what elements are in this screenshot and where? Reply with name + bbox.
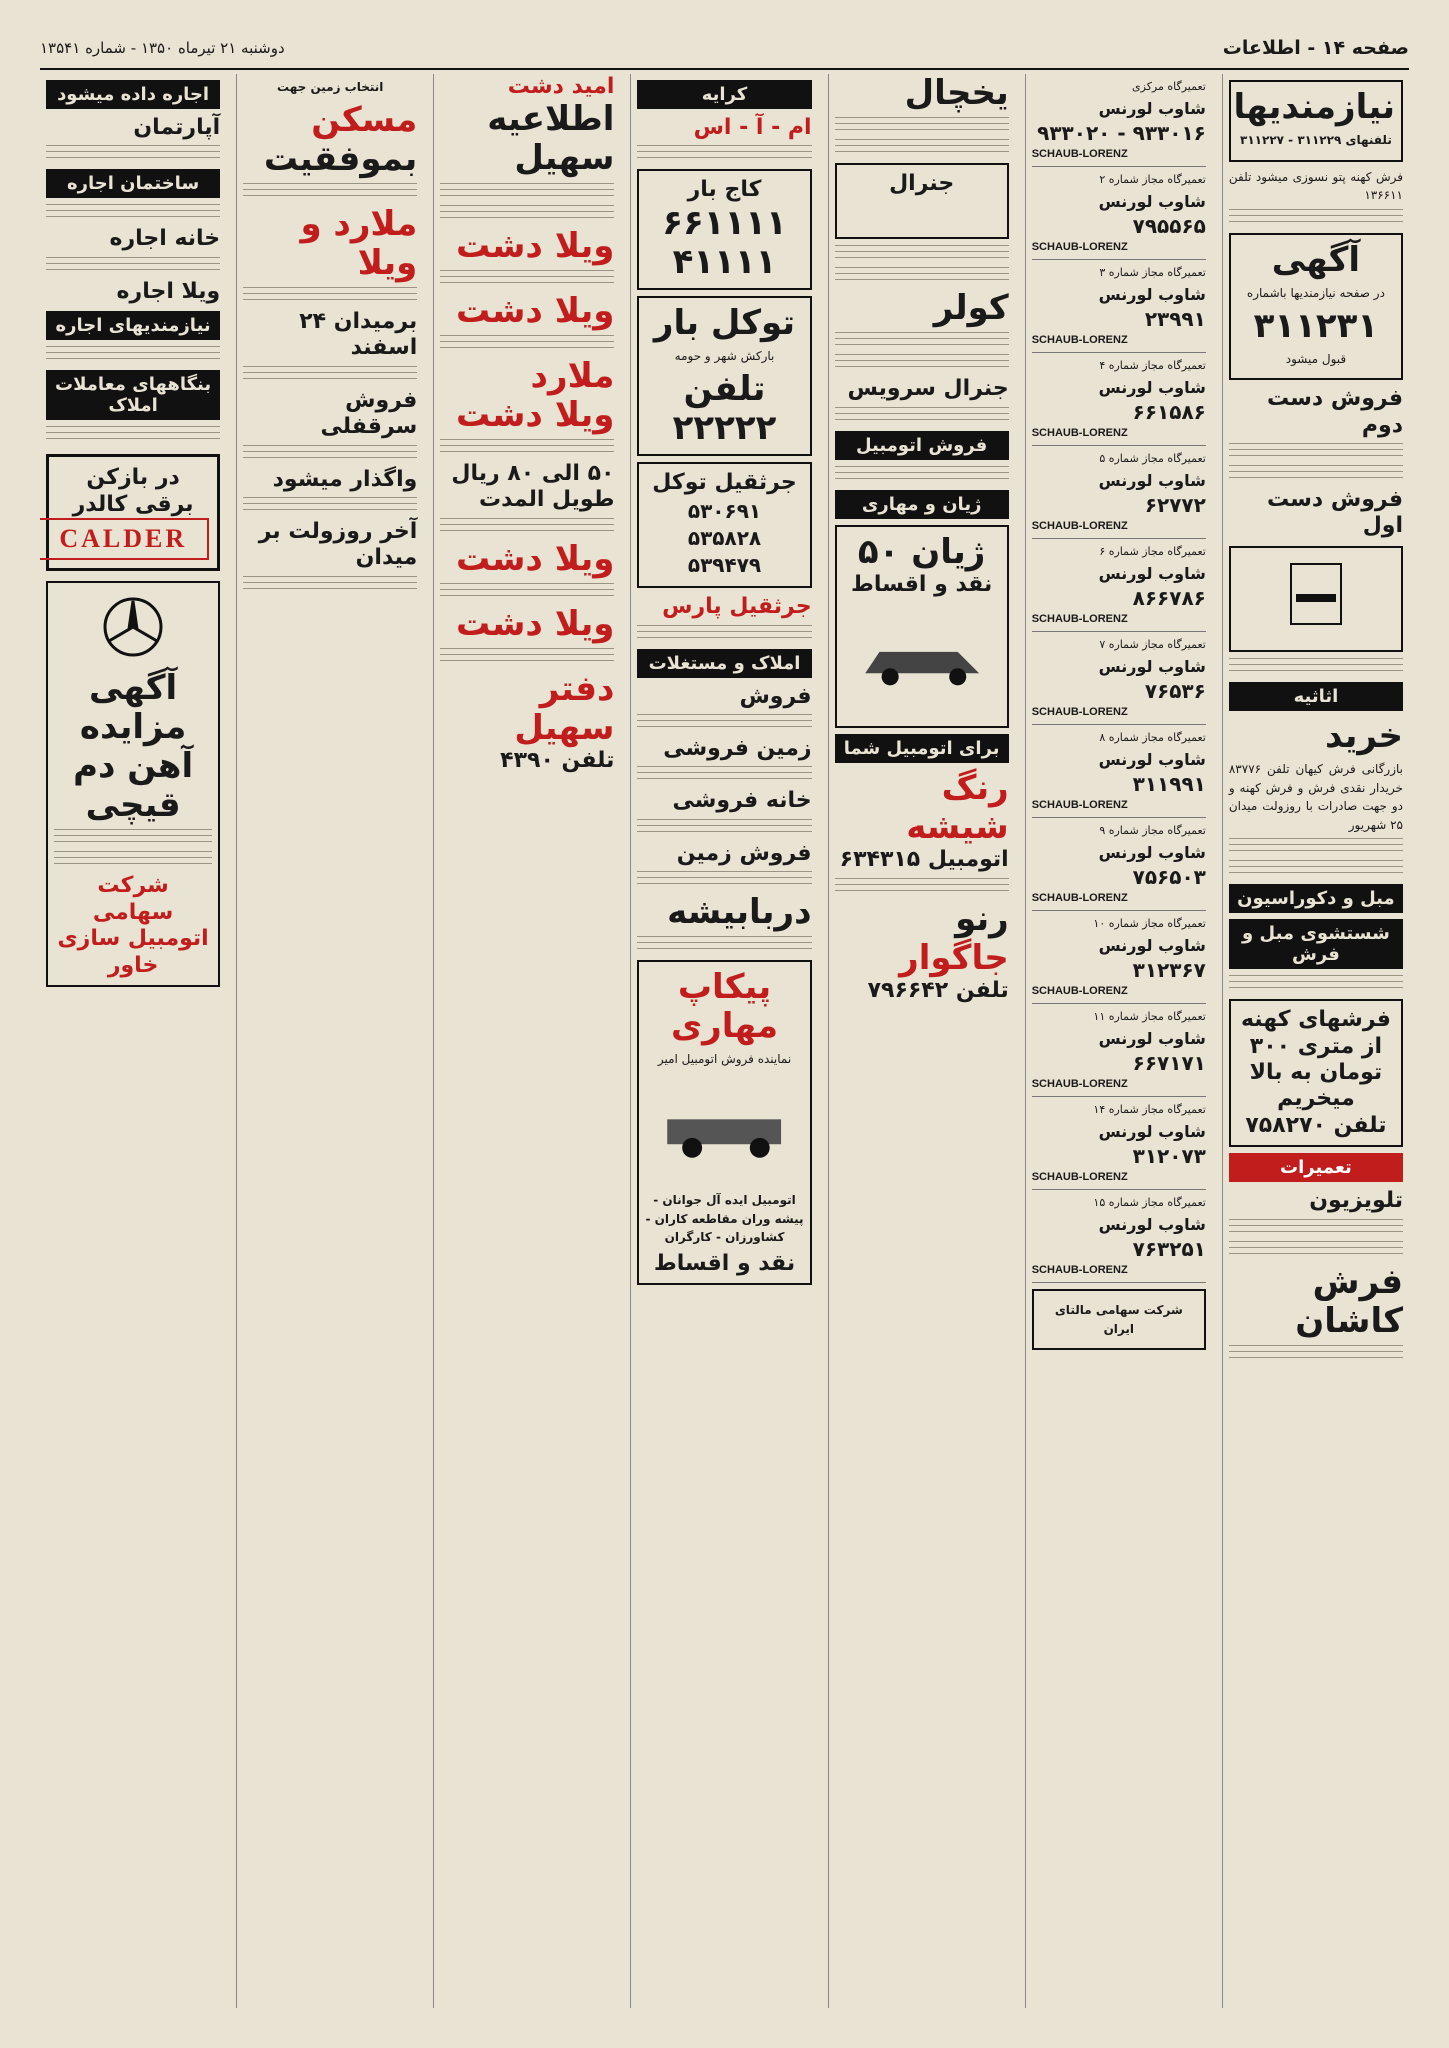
text-fill xyxy=(637,871,811,889)
repair-shop-brand-latin: SCHAUB-LORENZ xyxy=(1031,706,1128,718)
etelaie: اطلاعیه xyxy=(487,99,615,140)
repair-shop-item xyxy=(1032,725,1206,818)
yakhchal-title: یخچال xyxy=(904,74,1009,113)
repair-shop-phone: ۷۶۳۲۵۱ xyxy=(1132,1237,1206,1261)
text-fill xyxy=(835,354,1009,372)
khavar: شرکت سهامی اتومبیل سازی خاور xyxy=(57,873,209,978)
car-icon xyxy=(851,604,993,714)
text-fill xyxy=(1229,1345,1403,1363)
text-fill xyxy=(637,766,811,784)
general-logo: جنرال xyxy=(835,163,1009,239)
repair-shop-title: تعمیرگاه مجاز شماره ۷ xyxy=(1099,638,1206,651)
repair-shop-item xyxy=(1032,167,1206,260)
repair-shop-brand-latin: SCHAUB-LORENZ xyxy=(1031,985,1128,997)
foroosh-otomobil: فروش اتومبیل xyxy=(835,431,1009,460)
khane-foroosh: خانه فروشی xyxy=(672,788,812,814)
column-3 xyxy=(828,74,1015,2008)
repair-shop-title: تعمیرگاه مجاز شماره ۱۵ xyxy=(1093,1196,1206,1209)
baray-otomobil: برای اتومبیل شما xyxy=(835,734,1009,763)
tokal-bar: توکل بار xyxy=(653,302,796,343)
kharid-text: بازرگانی فرش کیهان تلفن ۸۳۷۷۶ خریدار نقدی فرش و فرش کهنه و دو جهت صادرات با روزولت میدان ۲۵ شهریور xyxy=(1228,761,1403,832)
repair-shop-item xyxy=(1032,446,1206,539)
repair-shop-item xyxy=(1032,353,1206,446)
repair-shop-phone: ۶۶۱۵۸۶ xyxy=(1132,400,1206,424)
text-fill xyxy=(835,245,1009,263)
column-7 xyxy=(40,74,226,2008)
repair-shop-title: تعمیرگاه مجاز شماره ۱۴ xyxy=(1093,1103,1206,1116)
repair-shop-phone: ۳۱۲۰۷۳ xyxy=(1132,1144,1206,1168)
text-fill xyxy=(637,819,811,837)
text-fill xyxy=(637,145,811,163)
television: تلویزیون xyxy=(1309,1188,1403,1214)
price: ۵۰ الی ۸۰ ریال xyxy=(451,460,615,486)
tamirat-banner: تعمیرات xyxy=(1229,1153,1403,1182)
classified-text: فرش کهنه پتو نسوزی میشود تلفن ۱۳۶۶۱۱ xyxy=(1228,169,1403,203)
amlak-bongah: بنگاههای معاملات املاک xyxy=(46,370,220,420)
text-fill xyxy=(243,183,417,201)
text-fill xyxy=(46,257,220,275)
repair-shop-brand: شاوب لورنس xyxy=(1098,750,1206,769)
ahan-qeychi: آهن دم قیچی xyxy=(73,746,194,826)
zian-mehari: ژیان و مهاری xyxy=(835,490,1009,519)
column-1 xyxy=(1222,74,1409,2008)
tokal-bar-sub: بارکش شهر و حومه xyxy=(674,349,775,364)
page-header xyxy=(40,28,1409,70)
text-fill xyxy=(440,335,614,353)
jarsaqil-tokal: جرثقیل توکل xyxy=(652,469,797,495)
pikap-naqd: نقد و اقساط xyxy=(653,1250,796,1276)
text-fill xyxy=(637,936,811,954)
agahi-box xyxy=(1229,233,1403,380)
repair-shop-item xyxy=(1032,260,1206,353)
pikap-mehari: پیکاپ مهاری xyxy=(671,967,778,1047)
villa-dasht: ویلا دشت xyxy=(456,603,615,644)
pikap-footer: اتومبیل ایده آل جوانان - پیشه وران مقاطعه کاران - کشاورزان - کارگران xyxy=(645,1193,804,1245)
repair-shop-title: تعمیرگاه مجاز شماره ۴ xyxy=(1099,359,1206,372)
text-fill xyxy=(637,714,811,732)
tulmodat: طویل المدت xyxy=(479,487,615,513)
text-fill xyxy=(637,625,811,643)
daftar-soheil: دفتر سهیل xyxy=(514,668,615,749)
foroosh-sarqofli: فروش سرقفلی xyxy=(320,387,418,440)
text-fill xyxy=(1229,860,1403,878)
repair-shop-item xyxy=(1032,911,1206,1004)
text-fill xyxy=(46,204,220,222)
movafaqiat: بموفقیت xyxy=(263,138,418,179)
niazmandiha-title: نیازمندیها xyxy=(1233,87,1395,127)
repair-shop-title: تعمیرگاه مجاز شماره ۱۱ xyxy=(1093,1010,1206,1023)
repair-shop-brand-latin: SCHAUB-LORENZ xyxy=(1031,148,1128,160)
repair-shop-phone: ۳۱۱۹۹۱ xyxy=(1132,772,1206,796)
repair-shop-brand-latin: SCHAUB-LORENZ xyxy=(1031,613,1128,625)
general-service: جنرال سرویس xyxy=(847,376,1009,402)
khane-ejare: خانه اجاره xyxy=(109,226,221,252)
jagvar: جاگوار xyxy=(899,937,1009,978)
akhar-roozvelt: آخر روزولت بر میدان xyxy=(258,518,418,571)
repair-shop-title: تعمیرگاه مجاز شماره ۶ xyxy=(1099,545,1206,558)
barmidan: برمیدان ۲۴ اسفند xyxy=(299,308,418,361)
text-fill xyxy=(243,366,417,384)
naqd-aqsat: نقد و اقساط xyxy=(851,571,993,597)
villa-ejare: ویلا اجاره xyxy=(116,278,221,304)
agahi-title: آگهی xyxy=(1271,239,1361,280)
text-fill xyxy=(1229,465,1403,483)
soheil: سهیل xyxy=(514,138,615,179)
niazmandiha-phones: تلفنهای ۳۱۱۲۲۹ - ۳۱۱۲۲۷ xyxy=(1240,133,1392,148)
calder-ad xyxy=(46,454,220,571)
kaj-bar-box xyxy=(637,169,811,290)
rang-shishe: رنگ شیشه xyxy=(906,768,1009,848)
zian50: ژیان ۵۰ xyxy=(857,531,986,572)
farsh-kohne-box xyxy=(1229,999,1403,1147)
repair-shop-title: تعمیرگاه مجاز شماره ۵ xyxy=(1099,452,1206,465)
farsh-kohne: فرشهای کهنه از متری ۳۰۰ تومان به بالا میخریم xyxy=(1240,1007,1391,1112)
text-fill xyxy=(46,145,220,163)
repair-shop-brand: شاوب لورنس xyxy=(1098,1215,1206,1234)
calder-text: در بازکن برقی کالدر xyxy=(72,465,194,517)
column-2 xyxy=(1025,74,1212,2008)
jeep-icon xyxy=(653,1075,795,1185)
agahi-text: در صفحه نیازمندیها باشماره xyxy=(1246,285,1385,300)
repair-shop-title: تعمیرگاه مجاز شماره ۹ xyxy=(1099,824,1206,837)
repair-shop-brand: شاوب لورنس xyxy=(1098,843,1206,862)
omid-dasht: امید دشت xyxy=(507,74,615,99)
repair-shop-title: تعمیرگاه مجاز شماره ۱۰ xyxy=(1093,917,1206,930)
malard: ملارد xyxy=(530,355,615,396)
villa-dasht: ویلا دشت xyxy=(456,225,615,266)
kharid-title: خرید xyxy=(1324,715,1403,756)
rang-phone: اتومبیل ۶۳۴۳۱۵ xyxy=(839,847,1009,873)
calder-logo: CALDER xyxy=(40,518,209,560)
agahi-phone: ۳۱۱۲۳۱ xyxy=(1253,305,1379,346)
foroosh-dast-aval: فروش دست اول xyxy=(1267,487,1403,539)
date-line: دوشنبه ۲۱ تیرماه ۱۳۵۰ - شماره ۱۳۵۴۱ xyxy=(40,39,285,57)
mozayede-box xyxy=(46,581,220,987)
kooler-title: کولر xyxy=(933,288,1009,329)
repair-shop-title: تعمیرگاه مجاز شماره ۳ xyxy=(1099,266,1206,279)
repair-shop-phone: ۶۶۷۱۷۱ xyxy=(1132,1051,1206,1075)
jarsaqil-pars: جرثقیل پارس xyxy=(662,594,812,620)
repair-shop-brand-latin: SCHAUB-LORENZ xyxy=(1031,1078,1128,1090)
jarsaqil-phone: ۵۳۰۶۹۱ xyxy=(687,499,762,524)
text-fill xyxy=(46,346,220,364)
pikap-box xyxy=(637,960,811,1285)
repair-shop-item xyxy=(1032,818,1206,911)
text-fill xyxy=(440,205,614,223)
repair-shop-phone: ۹۳۳۰۱۶ - ۹۳۳۰۲۰ xyxy=(1037,121,1206,145)
apartment: آپارتمان xyxy=(133,115,221,140)
text-fill xyxy=(835,117,1009,135)
daryabishe: دربابیشه xyxy=(667,892,812,933)
villa-dasht: ویلا دشت xyxy=(456,394,615,435)
zamin-foroosh: زمین فروشی xyxy=(663,736,812,762)
text-fill xyxy=(440,518,614,536)
foroosh-dast-dovom: فروش دست دوم xyxy=(1267,386,1403,438)
iran-card-title: شرکت سهامی مالتای ایران xyxy=(1054,1303,1183,1336)
text-fill xyxy=(1229,443,1403,461)
repair-shop-phone: ۲۳۹۹۱ xyxy=(1144,307,1206,331)
maskan: مسکن xyxy=(311,99,418,140)
text-fill xyxy=(1229,975,1403,993)
daftar-phone: تلفن ۴۳۹۰ xyxy=(500,748,615,774)
repair-shop-brand-latin: SCHAUB-LORENZ xyxy=(1031,892,1128,904)
text-fill xyxy=(1229,1241,1403,1259)
sakhteman-ejare: ساختمان اجاره xyxy=(46,169,220,198)
mobl-dekorasion: مبل و دکوراسیون xyxy=(1229,884,1403,913)
foroosh: فروش xyxy=(739,683,812,709)
repair-shop-brand: شاوب لورنس xyxy=(1098,657,1206,676)
repair-shop-item xyxy=(1032,1004,1206,1097)
text-fill xyxy=(54,829,212,847)
repair-shop-title: تعمیرگاه مجاز شماره ۲ xyxy=(1099,173,1206,186)
piano-icon xyxy=(1286,554,1346,634)
ejare-title: اجاره داده میشود xyxy=(46,80,220,109)
repair-shop-brand-latin: SCHAUB-LORENZ xyxy=(1031,799,1128,811)
text-fill xyxy=(243,497,417,515)
kaj-bar-phone: ۶۶۱۱۱۱ ۴۱۱۱۱ xyxy=(662,202,787,282)
villa-dasht: ویلا دشت xyxy=(456,290,615,331)
repair-shop-item xyxy=(1032,632,1206,725)
repair-shop-item xyxy=(1032,539,1206,632)
text-fill xyxy=(1229,838,1403,856)
text-fill xyxy=(835,407,1009,425)
repair-shop-phone: ۷۹۵۵۶۵ xyxy=(1132,214,1206,238)
amlak-banner: املاک و مستغلات xyxy=(637,649,811,678)
columns xyxy=(40,74,1409,2008)
kaj-bar: کاج بار xyxy=(687,177,762,203)
text-fill xyxy=(440,648,614,666)
repair-shop-phone: ۳۱۲۳۶۷ xyxy=(1132,958,1206,982)
column-5 xyxy=(433,74,620,2008)
repair-shop-phone: ۸۶۶۷۸۶ xyxy=(1132,586,1206,610)
text-fill xyxy=(243,287,417,305)
repair-shop-brand-latin: SCHAUB-LORENZ xyxy=(1031,520,1128,532)
repair-shop-phone: ۶۲۷۷۲ xyxy=(1144,493,1206,517)
mobl-shoi: شستشوی مبل و فرش xyxy=(1229,919,1403,969)
repair-shop-brand: شاوب لورنس xyxy=(1098,936,1206,955)
repair-shop-brand: شاوب لورنس xyxy=(1098,99,1206,118)
text-fill xyxy=(440,583,614,601)
agahi-footer: قبول میشود xyxy=(1285,351,1347,366)
niazmandiha-box xyxy=(1229,80,1403,162)
malard-villa: ملارد و ویلا xyxy=(300,203,418,283)
repair-shop-brand: شاوب لورنس xyxy=(1098,1122,1206,1141)
repair-shop-brand-latin: SCHAUB-LORENZ xyxy=(1031,1264,1128,1276)
text-fill xyxy=(440,270,614,288)
iran-card xyxy=(1032,1289,1206,1350)
farsh-kohne-phone: تلفن ۷۵۸۲۷۰ xyxy=(1245,1112,1387,1138)
tokal-bar-phone: تلفن ۲۲۲۲۲ xyxy=(672,368,777,448)
text-fill xyxy=(835,466,1009,484)
repair-shop-brand: شاوب لورنس xyxy=(1098,471,1206,490)
text-fill xyxy=(243,445,417,463)
niazmandi-ejare: نیازمندیهای اجاره xyxy=(46,311,220,340)
text-fill xyxy=(835,878,1009,896)
jagvar-phone: تلفن ۷۹۶۶۴۲ xyxy=(867,977,1009,1003)
repair-shop-brand: شاوب لورنس xyxy=(1098,1029,1206,1048)
repair-shop-brand-latin: SCHAUB-LORENZ xyxy=(1031,1171,1128,1183)
repair-shop-brand-latin: SCHAUB-LORENZ xyxy=(1031,241,1128,253)
text-fill xyxy=(835,139,1009,157)
entekhab: انتخاب زمین جهت xyxy=(277,80,384,94)
text-fill xyxy=(1229,658,1403,676)
repair-shop-phone: ۷۶۵۳۶ xyxy=(1144,679,1206,703)
mercedes-logo-icon xyxy=(101,595,165,659)
text-fill xyxy=(835,332,1009,350)
text-fill xyxy=(243,576,417,594)
text-fill xyxy=(1229,1219,1403,1237)
jarsaqil-phone: ۵۳۵۸۲۸ xyxy=(687,526,762,551)
jarsaqil-box xyxy=(637,462,811,588)
repair-shop-brand-latin: SCHAUB-LORENZ xyxy=(1031,427,1128,439)
repair-shop-title: تعمیرگاه مجاز شماره ۸ xyxy=(1099,731,1206,744)
repair-shop-phone: ۷۵۶۵۰۳ xyxy=(1132,865,1206,889)
page-label: صفحه ۱۴ - اطلاعات xyxy=(1222,37,1409,59)
pikap-sub: نماینده فروش اتومبیل امیر xyxy=(657,1052,792,1067)
piano-ad xyxy=(1229,546,1403,652)
column-6 xyxy=(236,74,423,2008)
column-4 xyxy=(630,74,817,2008)
repair-shop-brand: شاوب لورنس xyxy=(1098,285,1206,304)
kharid-banner: اثاثیه xyxy=(1229,682,1403,711)
text-fill xyxy=(54,851,212,869)
villa-dasht: ویلا دشت xyxy=(456,538,615,579)
text-fill xyxy=(440,439,614,457)
zamin: فروش زمین xyxy=(676,840,812,866)
repair-shop-brand: شاوب لورنس xyxy=(1098,564,1206,583)
repair-shop-title: تعمیرگاه مرکزی xyxy=(1132,80,1206,93)
text-fill xyxy=(1229,209,1403,227)
am-aas: ام - آ - اس xyxy=(693,115,812,140)
zian50-box xyxy=(835,525,1009,728)
text-fill xyxy=(440,183,614,201)
repair-shop-item xyxy=(1032,1097,1206,1190)
farsh-kashan: فرش کاشان xyxy=(1295,1261,1403,1341)
text-fill xyxy=(46,426,220,444)
vagozar: واگذار میشود xyxy=(272,466,418,492)
repair-shop-brand: شاوب لورنس xyxy=(1098,192,1206,211)
mozayede: آگهی مزایده xyxy=(79,667,187,748)
repair-shop-item xyxy=(1032,74,1206,167)
repair-shop-brand-latin: SCHAUB-LORENZ xyxy=(1031,334,1128,346)
tokal-bar-box xyxy=(637,296,811,456)
repair-shop-item xyxy=(1032,1190,1206,1283)
repair-shop-brand: شاوب لورنس xyxy=(1098,378,1206,397)
jarsaqil-phone: ۵۳۹۴۷۹ xyxy=(687,553,762,578)
keraye: کرایه xyxy=(637,80,811,109)
reno: رنو xyxy=(955,898,1009,939)
text-fill xyxy=(835,267,1009,285)
